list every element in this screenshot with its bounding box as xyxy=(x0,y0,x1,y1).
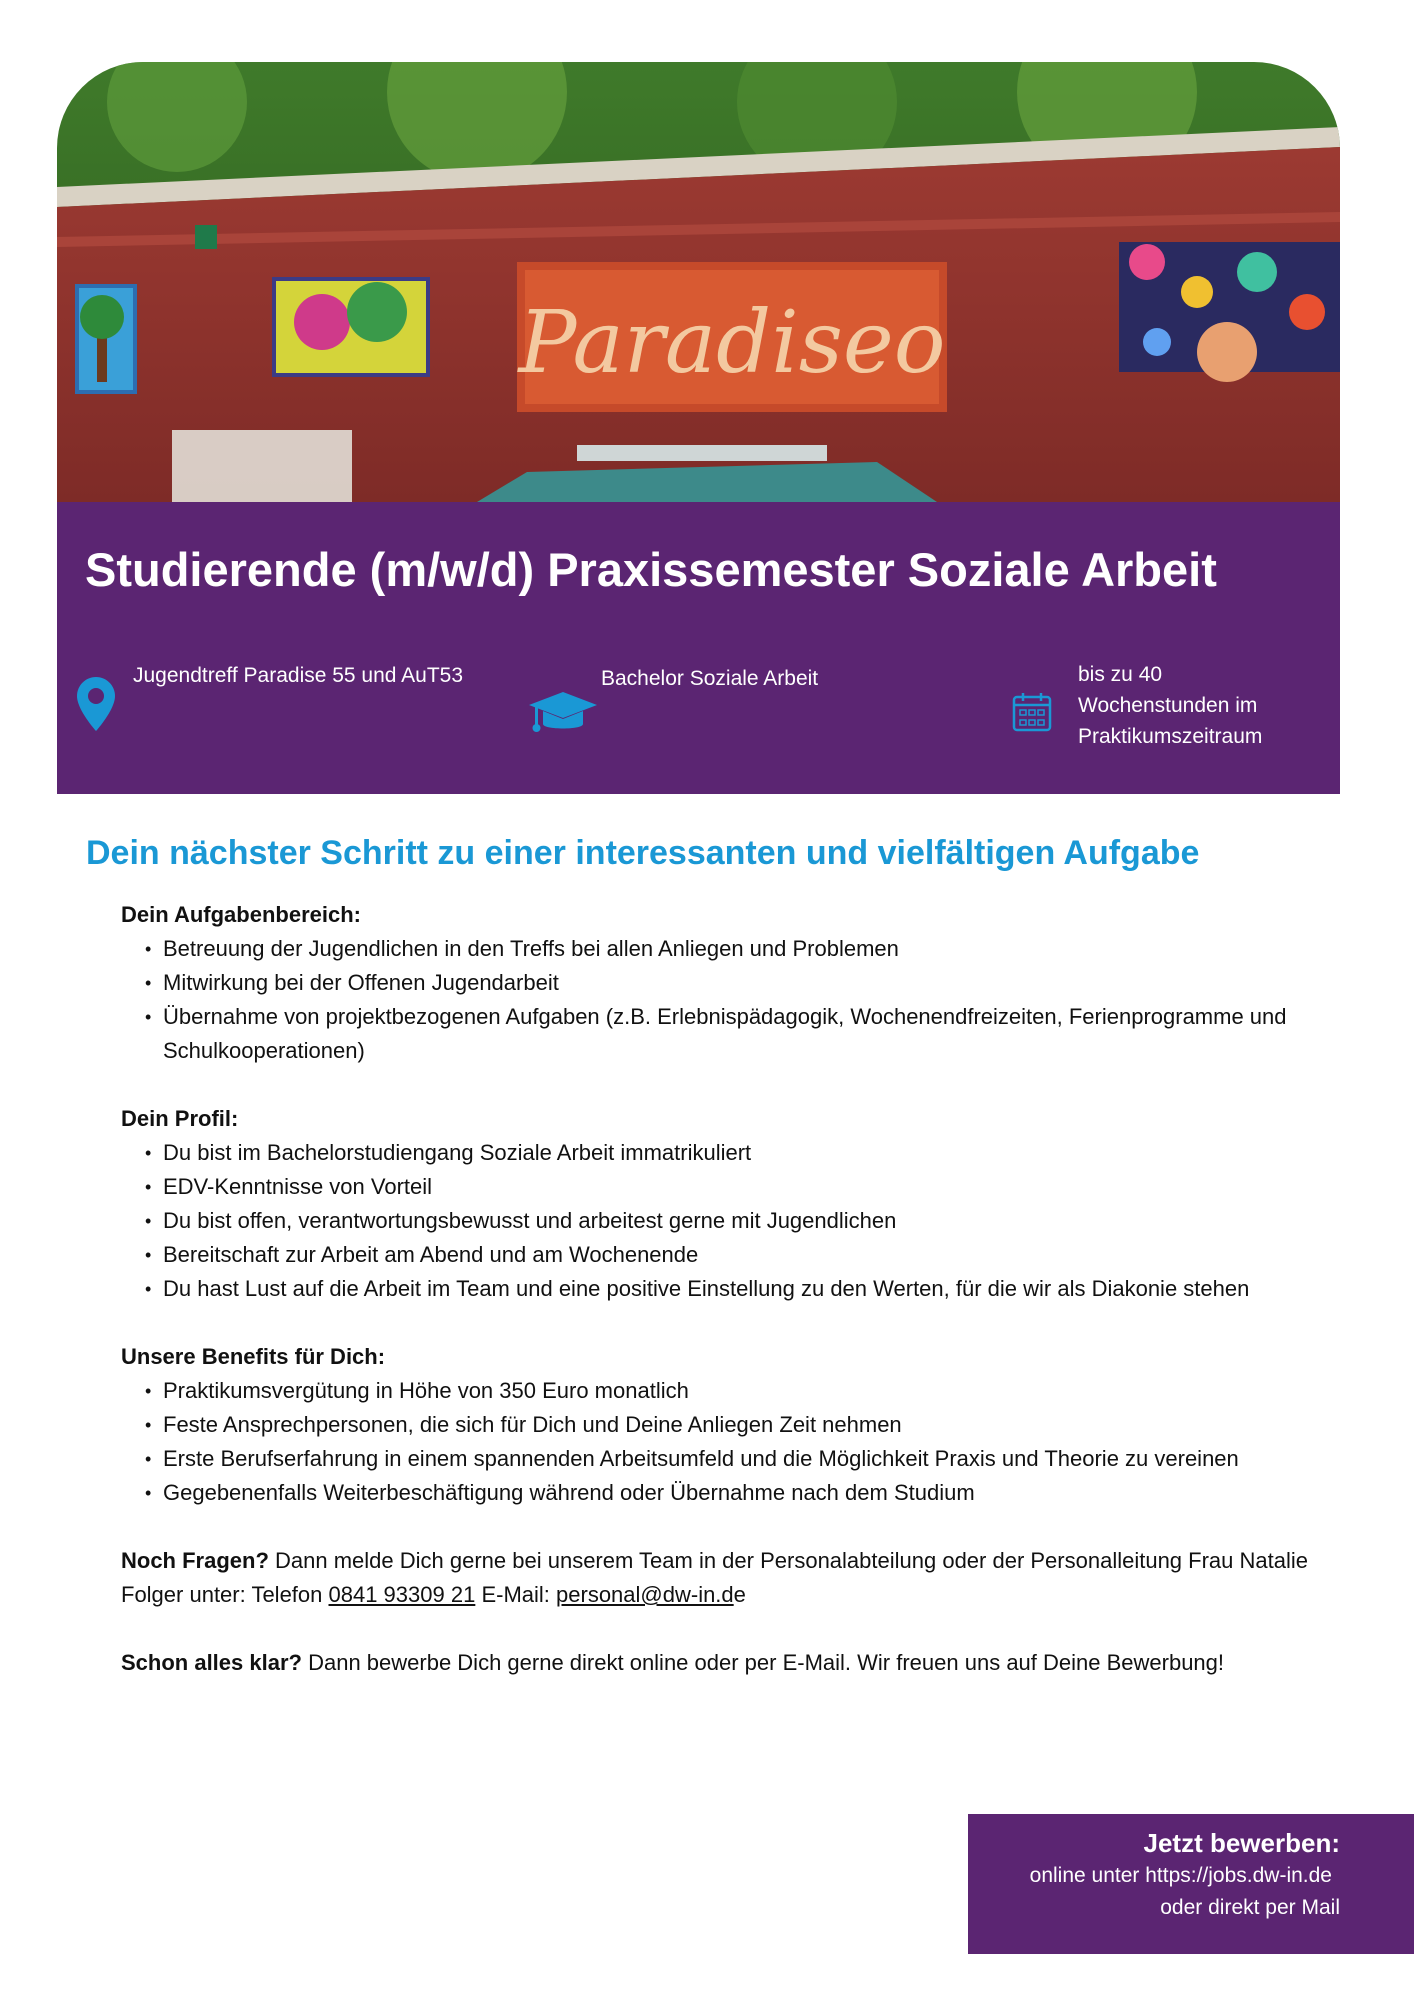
degree-text: Bachelor Soziale Arbeit xyxy=(601,667,819,690)
job-title: Studierende (m/w/d) Praxissemester Soziale Arbeit xyxy=(85,543,1217,596)
list-item: • Gegebenenfalls Weiterbeschäftigung während oder Übernahme nach dem Studium xyxy=(163,1476,1311,1510)
list-item: • Du bist im Bachelorstudiengang Soziale Arbeit immatrikuliert xyxy=(163,1136,1311,1170)
phone-link[interactable]: 0841 93309 21 xyxy=(328,1582,476,1607)
benefits-list xyxy=(121,1374,1311,1510)
section-heading-tasks: Dein Aufgabenbereich: xyxy=(121,902,361,927)
youth-center-photo xyxy=(57,62,1340,502)
profile-list xyxy=(121,1136,1311,1306)
list-item: • Praktikumsvergütung in Höhe von 350 Euro monatlich xyxy=(163,1374,1311,1408)
list-item: • Du bist offen, verantwortungsbewusst und arbeitest gerne mit Jugendlichen xyxy=(163,1204,1311,1238)
section-subhead: Dein nächster Schritt zu einer interessanten und vielfältigen Aufgabe xyxy=(86,834,1200,872)
apply-title: Jetzt bewerben: xyxy=(1143,1828,1340,1858)
questions-paragraph: Noch Fragen? Dann melde Dich gerne bei unserem Team in der Personalabteilung oder der Personalleitung Frau Natalie Folger unter: Telefon 0841 93309 21 E-Mail: personal@dw-in.de xyxy=(121,1548,1308,1607)
location-pin-icon xyxy=(77,677,115,731)
list-item: • Erste Berufserfahrung in einem spannenden Arbeitsumfeld und die Möglichkeit Praxis und Theorie zu vereinen xyxy=(163,1442,1311,1476)
location-text: Jugendtreff Paradise 55 und AuT53 xyxy=(133,664,464,687)
apply-box xyxy=(968,1814,1414,1954)
mural-text: Paradiseo xyxy=(518,293,946,393)
list-item: • EDV-Kenntnisse von Vorteil xyxy=(163,1170,1311,1204)
apply-mail-text: oder direkt per Mail xyxy=(1160,1896,1340,1919)
list-item: • Du hast Lust auf die Arbeit im Team und eine positive Einstellung zu den Werten, für die wir als Diakonie stehen xyxy=(163,1272,1311,1306)
list-item: • Betreuung der Jugendlichen in den Treffs bei allen Anliegen und Problemen xyxy=(163,932,1311,966)
job-description xyxy=(121,898,1311,1714)
hours-text: bis zu 40 Wochenstunden im Praktikumszeitraum xyxy=(1078,663,1263,748)
list-item: • Mitwirkung bei der Offenen Jugendarbeit xyxy=(163,966,1311,1000)
graduation-cap-icon xyxy=(529,692,597,736)
tasks-list xyxy=(121,932,1311,1068)
calendar-icon xyxy=(1012,692,1052,732)
hero-image xyxy=(57,62,1340,502)
closing-paragraph: Schon alles klar? Dann bewerbe Dich gerne direkt online oder per E-Mail. Wir freuen uns auf Deine Bewerbung! xyxy=(121,1650,1225,1675)
list-item: • Übernahme von projektbezogenen Aufgaben (z.B. Erlebnispädagogik, Wochenendfreizeiten, Ferienprogramme und Schulkooperationen) xyxy=(163,1000,1311,1068)
list-item: • Feste Ansprechpersonen, die sich für Dich und Deine Anliegen Zeit nehmen xyxy=(163,1408,1311,1442)
email-link[interactable]: personal@dw-in.d xyxy=(556,1582,734,1607)
section-heading-profile: Dein Profil: xyxy=(121,1106,239,1131)
list-item: • Bereitschaft zur Arbeit am Abend und am Wochenende xyxy=(163,1238,1311,1272)
title-banner xyxy=(57,502,1340,794)
apply-online-link[interactable]: online unter https://jobs.dw-in.de xyxy=(1029,1864,1332,1887)
section-heading-benefits: Unsere Benefits für Dich: xyxy=(121,1344,386,1369)
